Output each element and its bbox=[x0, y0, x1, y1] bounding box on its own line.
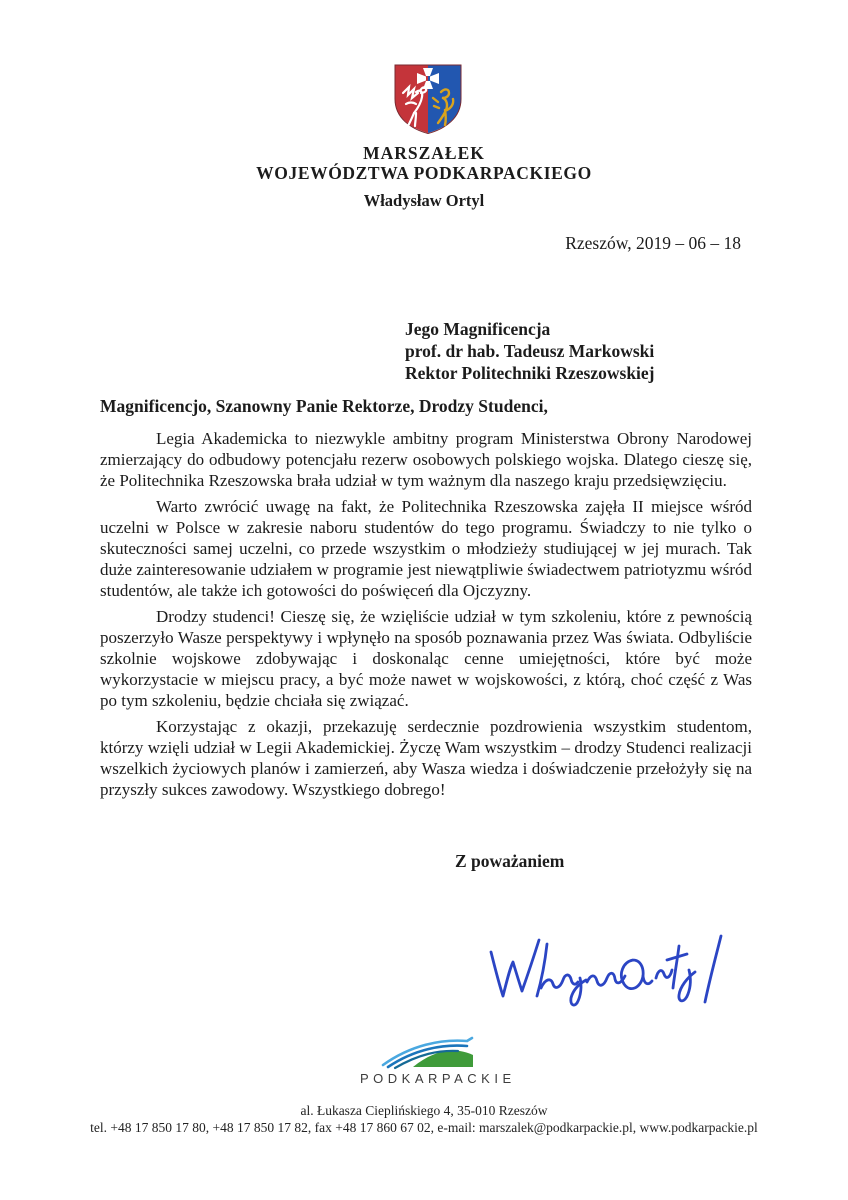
closing-phrase: Z poważaniem bbox=[455, 851, 565, 871]
letterhead bbox=[0, 143, 848, 211]
podkarpackie-swoosh-icon bbox=[379, 1036, 483, 1070]
letter-body bbox=[100, 428, 752, 805]
office-title-line2: WOJEWÓDZTWA PODKARPACKIEGO bbox=[256, 163, 592, 183]
marshal-name: Władysław Ortyl bbox=[363, 191, 485, 210]
recipient-title: Rektor Politechniki Rzeszowskiej bbox=[405, 363, 655, 383]
handwritten-signature bbox=[483, 926, 733, 1018]
podkarpackie-logo bbox=[356, 1036, 516, 1086]
recipient-name: prof. dr hab. Tadeusz Markowski bbox=[405, 341, 655, 361]
coat-of-arms-icon bbox=[389, 62, 467, 136]
salutation: Magnificencjo, Szanowny Panie Rektorze, Drodzy Studenci, bbox=[100, 396, 548, 416]
paragraph-1: Legia Akademicka to niezwykle ambitny program Ministerstwa Obrony Narodowej zmierzający do odbudowy potencjału rezerw osobowych polskiego wojska. Dlatego cieszę się, że Politechnika Rzeszowska brała udział w tym ważnym dla naszego kraju przedsięwzięciu. bbox=[100, 429, 752, 490]
recipient-honorific: Jego Magnificencja bbox=[405, 319, 551, 339]
recipient-block bbox=[405, 318, 655, 384]
footer-address: al. Łukasza Cieplińskiego 4, 35-010 Rzeszów bbox=[300, 1103, 548, 1118]
footer bbox=[0, 1102, 848, 1136]
paragraph-3: Drodzy studenci! Cieszę się, że wzięliście udział w tym szkoleniu, które z pewnością poszerzyło Wasze perspektywy i wpłynęło na sposób poznawania przez Was świata. Odbyliście szkolnie wojskowe zdobywając i doskonaląc cenne umiejętności, które być może wykorzystacie w miejscu pracy, a być może nawet w wojskowości, z którą, choć część z Was po tym szkoleniu, będzie chciała się związać. bbox=[100, 607, 752, 710]
paragraph-2: Warto zwrócić uwagę na fakt, że Politechnika Rzeszowska zajęła II miejsce wśród uczelni w Polsce w zakresie naboru studentów do tego programu. Świadczy to nie tylko o skuteczności samej uczelni, co przede wszystkim o młodzieży studiującej w jej murach. Tak duże zainteresowanie udziałem w programie jest niewątpliwie świadectwem patriotyzmu wśród studentów, ale także ich gotowości do poświęceń dla Ojczyzny. bbox=[100, 497, 752, 600]
footer-contacts: tel. +48 17 850 17 80, +48 17 850 17 82, fax +48 17 860 67 02, e-mail: marszalek@podkarpackie.pl, www.podkarpackie.pl bbox=[90, 1120, 758, 1135]
dateline: Rzeszów, 2019 – 06 – 18 bbox=[565, 233, 741, 253]
paragraph-4: Korzystając z okazji, przekazuję serdecznie pozdrowienia wszystkim studentom, którzy wzięli udział w Legii Akademickiej. Życzę Wam wszystkim – drodzy Studenci realizacji wszelkich życiowych planów i zamierzeń, aby Wasza wiedza i doświadczenie przełożyły się na przyszły sukces zawodowy. Wszystkiego dobrego! bbox=[100, 717, 752, 799]
logo-wordmark: PODKARPACKIE bbox=[360, 1071, 516, 1086]
office-title-line1: MARSZAŁEK bbox=[363, 143, 485, 163]
